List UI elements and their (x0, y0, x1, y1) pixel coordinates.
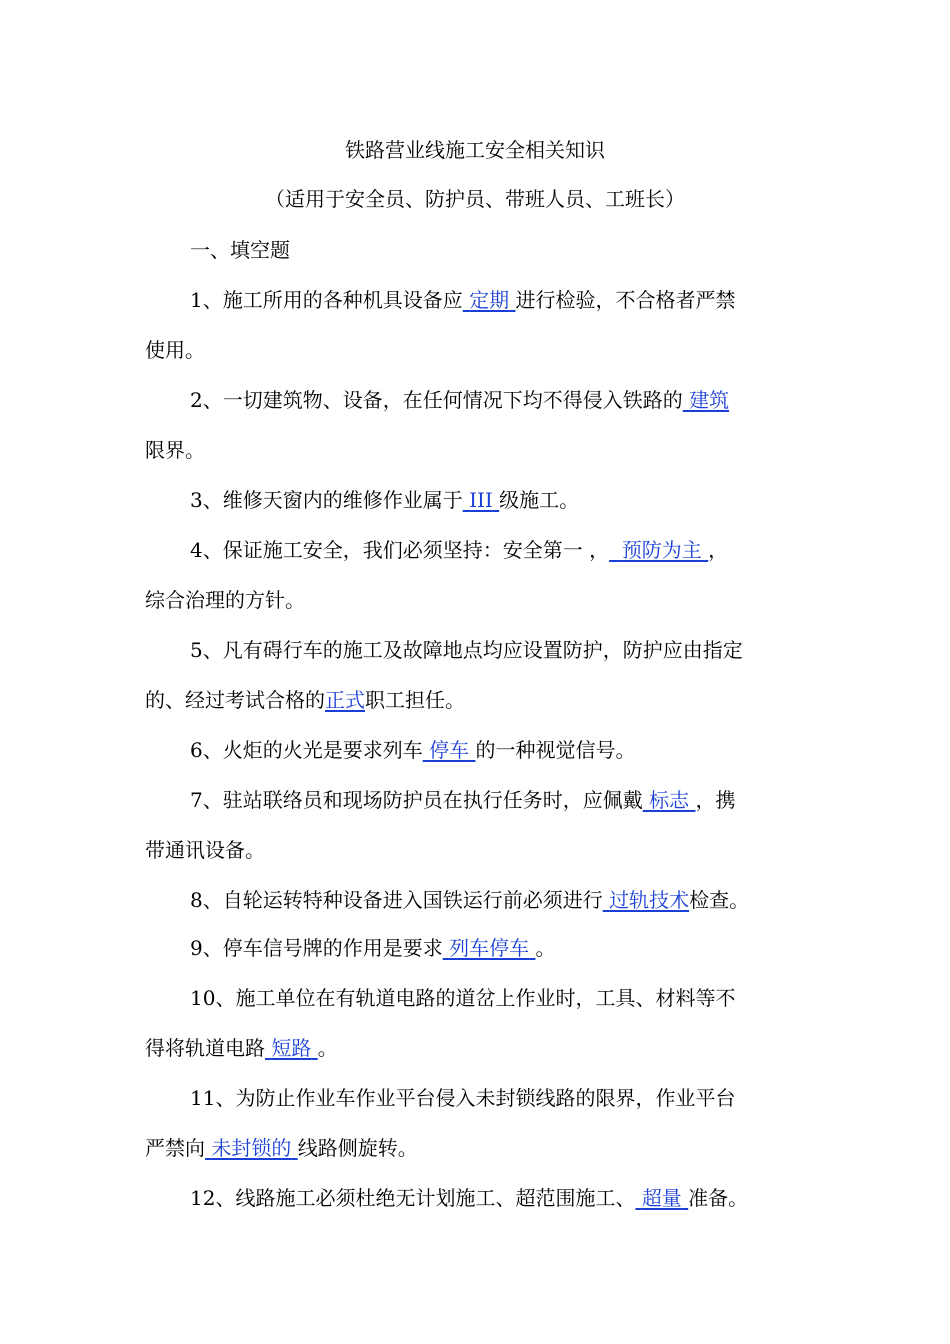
question-4-text: 4、保证施工安全，我们必须坚持：安全第一 ， (190, 538, 610, 562)
question-3-text: 3、维修天窗内的维修作业属于 (190, 488, 463, 512)
question-3-text-end: 级施工。 (499, 488, 580, 512)
question-11-text-end: 线路侧旋转。 (297, 1136, 418, 1160)
question-2-line-2: 限界。 (145, 438, 205, 462)
question-7-line-2: 带通讯设备。 (145, 838, 265, 862)
question-9-text: 9、停车信号牌的作用是要求 (190, 936, 443, 960)
question-6-answer: 停车 (429, 738, 470, 762)
question-5-answer: 正式 (325, 688, 365, 712)
question-10-line-2 (145, 1035, 338, 1061)
question-4-line-1 (190, 537, 728, 563)
question-9-text-end: 。 (535, 936, 556, 960)
question-2-answer: 建筑 (689, 388, 730, 412)
question-7-text-end: ，携 (695, 788, 736, 812)
question-12-text-end: 准备。 (688, 1186, 749, 1210)
question-5-text-end: 职工担任。 (365, 688, 465, 712)
question-7-line-1 (190, 787, 735, 813)
question-1-answer: 定期 (469, 288, 510, 312)
question-7-answer: 标志 (649, 788, 690, 812)
document-subtitle: （适用于安全员、防护员、带班人员、工班长） (265, 187, 685, 211)
question-8-answer: 过轨技术 (609, 888, 690, 912)
question-8-text-end: 检查。 (689, 888, 750, 912)
question-11-text: 严禁向 (145, 1136, 205, 1160)
question-10-answer: 短路 (271, 1036, 312, 1060)
question-1-line-1 (190, 287, 735, 313)
question-4-answer: 预防为主 (621, 538, 702, 562)
question-10-text: 得将轨道电路 (145, 1036, 265, 1060)
question-1-text-end: 进行检验，不合格者严禁 (515, 288, 736, 312)
question-5-line-2 (145, 687, 465, 713)
question-7-text: 7、驻站联络员和现场防护员在执行任务时，应佩戴 (190, 788, 643, 812)
question-10-line-1: 10、施工单位在有轨道电路的道岔上作业时，工具、材料等不 (190, 986, 736, 1010)
question-8-line-1 (190, 887, 749, 913)
question-2-line-1 (190, 387, 729, 413)
question-12-text: 12、线路施工必须杜绝无计划施工、超范围施工、 (190, 1186, 636, 1210)
question-9-answer: 列车停车 (449, 936, 530, 960)
question-8-text: 8、自轮运转特种设备进入国铁运行前必须进行 (190, 888, 603, 912)
question-11-line-2 (145, 1135, 418, 1161)
section-heading: 一、填空题 (190, 238, 290, 262)
question-11-answer: 未封锁的 (211, 1136, 292, 1160)
question-2-text: 2、一切建筑物、设备，在任何情况下均不得侵入铁路的 (190, 388, 683, 412)
question-5-text: 的、经过考试合格的 (145, 688, 325, 712)
question-12-answer: 超量 (641, 1186, 682, 1210)
question-12-line-1 (190, 1185, 748, 1211)
question-10-text-end: 。 (317, 1036, 338, 1060)
question-6-text: 6、火炬的火光是要求列车 (190, 738, 423, 762)
question-9-line-1 (190, 935, 555, 961)
question-5-line-1: 5、凡有碍行车的施工及故障地点均应设置防护，防护应由指定 (190, 638, 743, 662)
document-title: 铁路营业线施工安全相关知识 (345, 138, 605, 162)
question-1-text: 1、施工所用的各种机具设备应 (190, 288, 463, 312)
question-6-line-1 (190, 737, 635, 763)
question-11-line-1: 11、为防止作业车作业平台侵入未封锁线路的限界，作业平台 (190, 1086, 736, 1110)
question-4-line-2: 综合治理的方针。 (145, 588, 305, 612)
question-1-line-2: 使用。 (145, 338, 205, 362)
question-3-line-1 (190, 487, 579, 513)
question-6-text-end: 的一种视觉信号。 (475, 738, 636, 762)
question-3-answer: III (469, 488, 493, 512)
question-4-text-end: ， (708, 538, 729, 562)
